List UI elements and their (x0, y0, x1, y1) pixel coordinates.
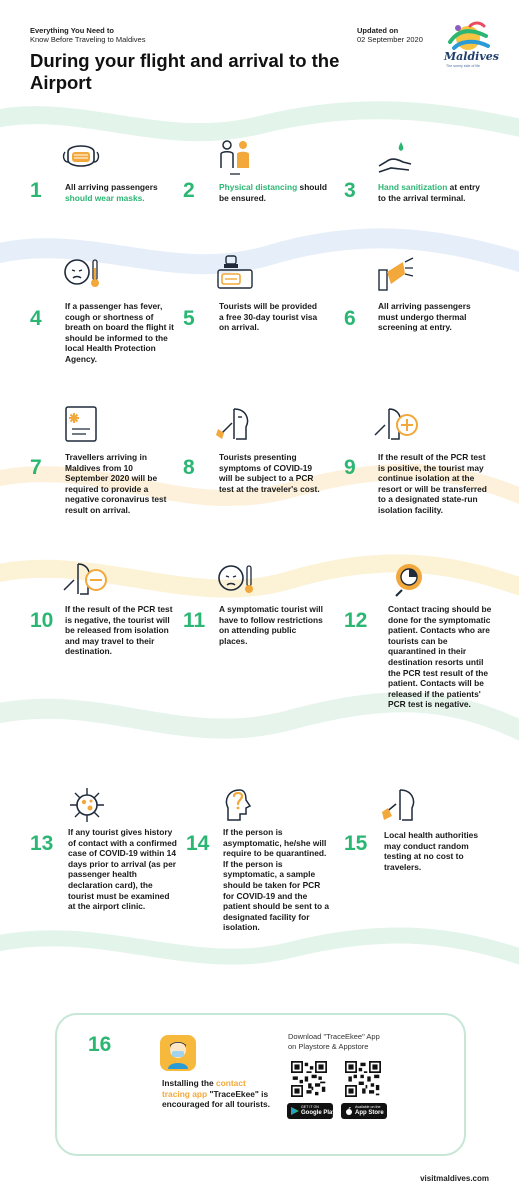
appstore-qr-code[interactable] (345, 1061, 381, 1097)
item-number: 10 (30, 609, 54, 632)
item-number: 5 (183, 307, 195, 330)
app-text-part: "TraceEkee" is encouraged for all tourists. (162, 1088, 270, 1110)
fever-thermometer-icon (62, 254, 100, 292)
logo-tagline: The sunny side of life (446, 64, 480, 68)
kicker-line-2: Know Before Traveling to Maldives (30, 35, 146, 44)
item-highlight: should wear masks. (65, 192, 145, 203)
item-number: 7 (30, 456, 42, 479)
footer-url[interactable]: visitmaldives.com (420, 1174, 489, 1183)
download-line-1: Download "TraceEkee" App (288, 1032, 380, 1041)
item-number: 15 (344, 832, 368, 855)
item-text (65, 182, 165, 203)
google-play-label: Google Play (301, 1110, 336, 1116)
item-text: If any tourist gives history of contact with a confirmed case of COVID-19 within 14 days prior to arrival (as per passenger health declaration card), the tourist must be examined at the airport clinic. (68, 827, 177, 912)
google-play-badge[interactable] (287, 1103, 336, 1119)
virus-icon (68, 786, 106, 824)
item-text: Contact tracing should be done for the symptomatic patient. Contacts who are tourists can be quarantined in their destination resorts until the PCR test result of the patient. Contacts will be released if the patients' PCR test is negative. (388, 604, 492, 710)
item-text: All arriving passengers must undergo thermal screening at entry. (378, 301, 471, 333)
item-number: 8 (183, 456, 195, 479)
download-line-2: on Playstore & Appstore (288, 1041, 369, 1051)
item-number: 6 (344, 307, 356, 330)
thermal-scanner-icon (377, 254, 415, 292)
google-play-small-text: GET IT ON (301, 1105, 319, 1109)
download-instructions (288, 1032, 380, 1051)
item-number: 1 (30, 179, 42, 202)
item-text: If the result of the PCR test is negative, the tourist will be released from isolation and may travel to their destination. (65, 604, 173, 657)
item-text: Tourists presenting symptoms of COVID-19 will be subject to a PCR test at the traveler's cost. (219, 452, 320, 494)
test-certificate-icon (62, 405, 100, 443)
negative-test-icon (62, 560, 108, 598)
item-text (378, 182, 488, 203)
item-number: 4 (30, 307, 42, 330)
logo-emblem-icon (440, 20, 496, 54)
header-kicker (30, 26, 145, 44)
updated-date: 02 September 2020 (357, 35, 423, 44)
apple-icon (345, 1107, 353, 1115)
item-text: A symptomatic tourist will have to follow restrictions on attending public places. (219, 604, 323, 646)
updated-label: Updated on (357, 26, 399, 35)
item-text-part: at entry to the arrival terminal. (378, 182, 480, 203)
item-text: If the person is asymptomatic, he/she will require to be quarantined. If the person is symptomatic, a sample should be taken for PCR for COVID-19 and the patient should be sent to a designated facility for isolation. (223, 827, 330, 933)
pcr-swab-icon (216, 405, 254, 443)
face-mask-icon (62, 138, 100, 176)
logo-wordmark: Maldives (444, 50, 499, 63)
app-face-icon (160, 1035, 196, 1071)
item-text: Travellers arriving in Maldives from 10 September 2020 will be required to provide a negative coronavirus test result on arrival. (65, 452, 167, 515)
item-number: 2 (183, 179, 195, 202)
app-highlight: contact tracing app (162, 1078, 246, 1099)
app-text-part: Installing the (162, 1078, 216, 1088)
item-text (219, 182, 329, 203)
hand-sanitization-icon (377, 138, 415, 176)
playstore-qr-code[interactable] (291, 1061, 327, 1097)
google-play-icon (291, 1107, 299, 1115)
item-number: 11 (183, 609, 206, 632)
page-title: During your flight and arrival to the Airport (30, 50, 340, 93)
item-text: Tourists will be provided a free 30-day tourist visa on arrival. (219, 301, 318, 333)
maldives-logo (440, 20, 499, 76)
positive-test-icon (373, 405, 419, 443)
item-highlight: Physical distancing (219, 182, 298, 192)
item-text: Local health authorities may conduct random testing at no cost to travelers. (384, 830, 479, 872)
symptomatic-person-icon (216, 560, 254, 598)
app-store-label: App Store (355, 1110, 384, 1116)
app-install-text (162, 1078, 274, 1110)
updated-info (357, 26, 423, 44)
app-store-small-text: Available on the (355, 1105, 381, 1109)
asymptomatic-head-icon (220, 786, 258, 824)
kicker-line-1: Everything You Need to (30, 26, 114, 35)
item-text-part: All arriving passengers (65, 182, 158, 192)
item-text: If the result of the PCR test is positive, the tourist may continue isolation at the resort or will be transferred to a designated state-run isolation facility. (378, 452, 487, 515)
physical-distancing-icon (216, 138, 254, 176)
traceekee-app-icon (160, 1035, 196, 1071)
visa-stamp-icon (216, 254, 254, 292)
item-number: 9 (344, 456, 356, 479)
item-highlight: Hand sanitization (378, 182, 448, 192)
item-number: 3 (344, 179, 356, 202)
item-number: 14 (186, 832, 210, 855)
app-store-badge[interactable] (341, 1103, 387, 1119)
item-number: 16 (88, 1033, 112, 1056)
item-text-part: should be ensured. (219, 182, 327, 203)
item-number: 13 (30, 832, 54, 855)
item-number: 12 (344, 609, 368, 632)
random-testing-icon (382, 786, 420, 824)
contact-tracing-icon (390, 560, 428, 598)
item-text: If a passenger has fever, cough or shortness of breath on board the flight it should be informed to the local Health Protection Agency. (65, 301, 174, 364)
